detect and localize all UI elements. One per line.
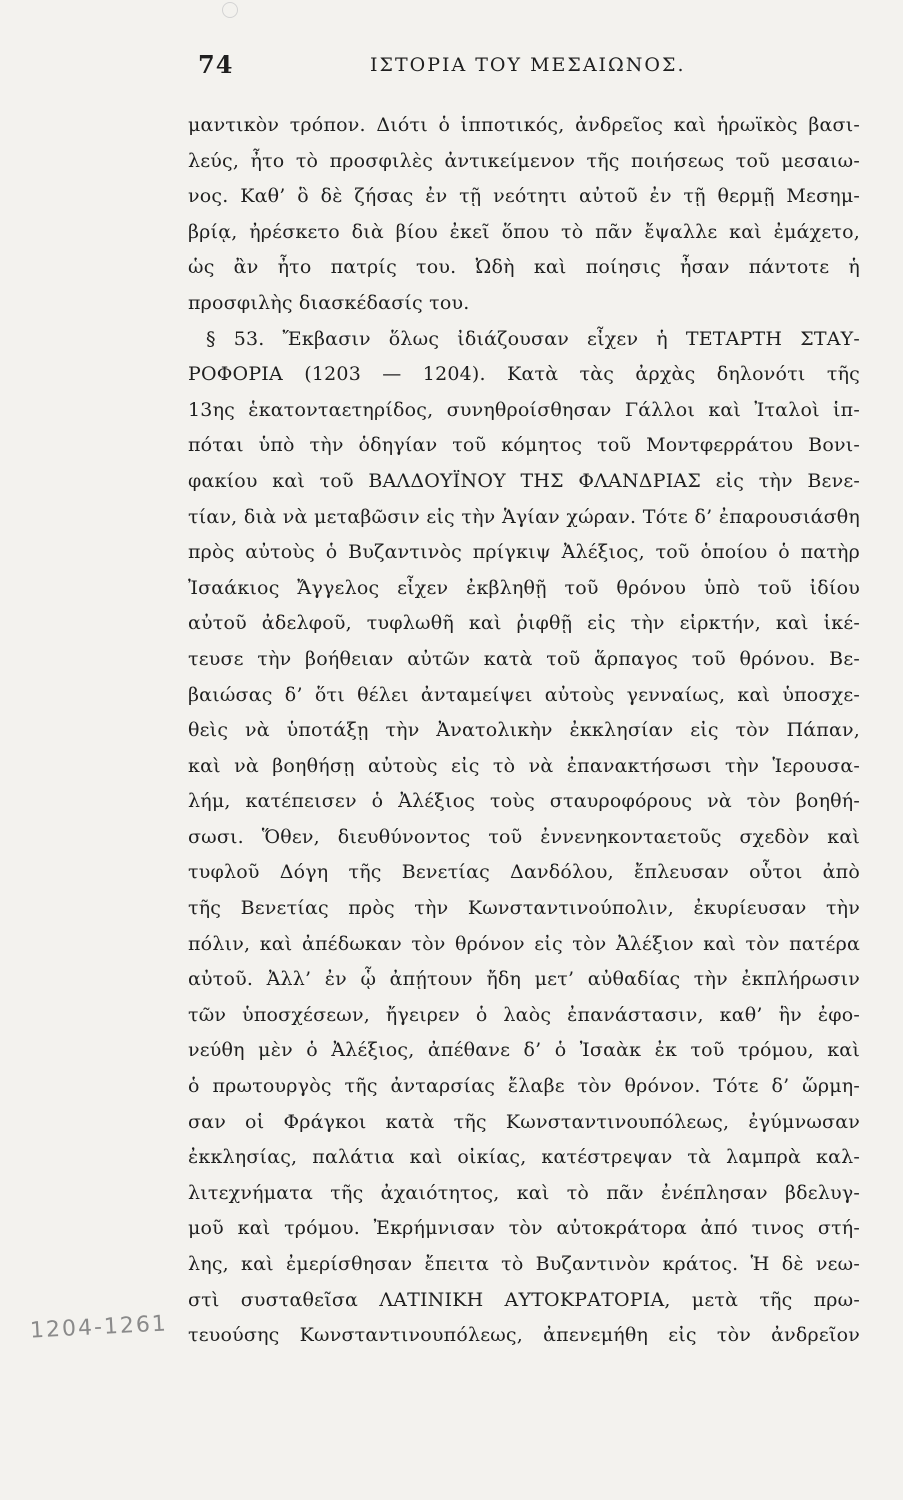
- running-head: ΙΣΤΟΡΙΑ ΤΟΥ ΜΕΣΑΙΩΝΟΣ.: [370, 54, 686, 76]
- text-line: αὐτοῦ ἀδελφοῦ, τυφλωθῆ καὶ ῥιφθῇ εἰς τὴν εἱρκτήν, καὶ ἱκέ-: [188, 612, 860, 635]
- text-line: σωσι. Ὅθεν, διευθύνοντος τοῦ ἐννενηκονταετοῦς σχεδὸν καὶ: [188, 825, 860, 848]
- text-line: τίαν, διὰ νὰ μεταβῶσιν εἰς τὴν Ἁγίαν χώραν. Τότε δ’ ἐπαρουσιάσθη: [188, 505, 860, 528]
- text-line: καὶ νὰ βοηθήσῃ αὐτοὺς εἰς τὸ νὰ ἐπανακτήσωσι τὴν Ἱερουσα-: [188, 754, 860, 777]
- handwritten-margin-note: 1204-1261: [29, 1311, 169, 1344]
- text-line: τῶν ὑποσχέσεων, ἤγειρεν ὁ λαὸς ἐπανάστασιν, καθ’ ἣν ἐφο-: [188, 1003, 860, 1026]
- text-line: στὶ συσταθεῖσα ΛΑΤΙΝΙΚΗ ΑΥΤΟΚΡΑΤΟΡΙΑ, μετὰ τῆς πρω-: [188, 1288, 860, 1311]
- text-line: προσφιλὴς διασκέδασίς του.: [188, 291, 470, 314]
- text-line: νεύθη μὲν ὁ Ἀλέξιος, ἀπέθανε δ’ ὁ Ἰσαὰκ ἐκ τοῦ τρόμου, καὶ: [188, 1039, 860, 1062]
- text-line: πόται ὑπὸ τὴν ὁδηγίαν τοῦ κόμητος τοῦ Μοντφερράτου Βονι-: [188, 434, 860, 457]
- text-line: νος. Καθ’ ὃ δὲ ζήσας ἐν τῇ νεότητι αὐτοῦ ἐν τῇ θερμῇ Μεσημ-: [188, 185, 860, 208]
- text-line: θεὶς νὰ ὑποτάξῃ τὴν Ἀνατολικὴν ἐκκλησίαν εἰς τὸν Πάπαν,: [188, 719, 860, 742]
- text-line: πρὸς αὐτοὺς ὁ Βυζαντινὸς πρίγκιψ Ἀλέξιος, τοῦ ὁποίου ὁ πατὴρ: [188, 541, 860, 564]
- text-line: μοῦ καὶ τρόμου. Ἐκρήμνισαν τὸν αὐτοκράτορα ἀπό τινος στή-: [188, 1217, 860, 1240]
- text-line: μαντικὸν τρόπον. Διότι ὁ ἱπποτικός, ἀνδρεῖος καὶ ἡρωϊκὸς βασι-: [188, 114, 860, 136]
- text-line: ἐκκλησίας, παλάτια καὶ οἰκίας, κατέστρεψαν τὰ λαμπρὰ καλ-: [188, 1146, 860, 1169]
- text-line: ὁ πρωτουργὸς τῆς ἀνταρσίας ἔλαβε τὸν θρόνον. Τότε δ’ ὥρμη-: [188, 1075, 860, 1098]
- text-line: πόλιν, καὶ ἀπέδωκαν τὸν θρόνον εἰς τὸν Ἀλέξιον καὶ τὸν πατέρα: [188, 932, 860, 955]
- text-line: σαν οἱ Φράγκοι κατὰ τῆς Κωνσταντινουπόλεως, ἐγύμνωσαν: [188, 1110, 860, 1133]
- page-header: [190, 50, 870, 90]
- section-heading-line: § 53. Ἔκβασιν ὅλως ἰδιάζουσαν εἶχεν ἡ ΤΕΤΑΡΤΗ ΣΤΑΥ-: [206, 327, 860, 350]
- text-line: 13ης ἑκατονταετηρίδος, συνηθροίσθησαν Γάλλοι καὶ Ἰταλοὶ ἱπ-: [188, 398, 860, 421]
- text-line: τευσε τὴν βοήθειαν αὐτῶν κατὰ τοῦ ἅρπαγος τοῦ θρόνου. Βε-: [188, 647, 860, 670]
- text-line: ΡΟΦΟΡΙΑ (1203 — 1204). Κατὰ τὰς ἀρχὰς δηλονότι τῆς: [188, 363, 860, 386]
- text-line: βαιώσας δ’ ὅτι θέλει ἀνταμείψει αὐτοὺς γενναίως, καὶ ὑποσχε-: [188, 683, 860, 706]
- text-line: αὐτοῦ. Ἀλλ’ ἐν ᾧ ἀπῄτουν ἤδη μετ’ αὐθαδίας τὴν ἐκπλήρωσιν: [188, 968, 860, 991]
- text-line: λης, καὶ ἐμερίσθησαν ἔπειτα τὸ Βυζαντινὸν κράτος. Ἡ δὲ νεω-: [188, 1253, 860, 1275]
- text-line: τευούσης Κωνσταντινουπόλεως, ἀπενεμήθη εἰς τὸν ἀνδρεῖον: [188, 1324, 860, 1347]
- page-number: 74: [198, 50, 234, 79]
- text-line: βρίᾳ, ἠρέσκετο διὰ βίου ἐκεῖ ὅπου τὸ πᾶν ἔψαλλε καὶ ἐμάχετο,: [188, 220, 860, 243]
- text-line: λιτεχνήματα τῆς ἀχαιότητος, καὶ τὸ πᾶν ἐνέπλησαν βδελυγ-: [188, 1181, 860, 1204]
- body-text: [188, 108, 860, 1354]
- text-line: Ἰσαάκιος Ἄγγελος εἶχεν ἐκβληθῇ τοῦ θρόνου ὑπὸ τοῦ ἰδίου: [188, 576, 860, 599]
- text-line: λήμ, κατέπεισεν ὁ Ἀλέξιος τοὺς σταυροφόρους νὰ τὸν βοηθή-: [188, 790, 860, 813]
- text-line: φακίου καὶ τοῦ ΒΑΛΔΟΥΪΝΟΥ ΤΗΣ ΦΛΑΝΔΡΙΑΣ εἰς τὴν Βενε-: [188, 469, 860, 492]
- text-line: ὡς ἂν ἦτο πατρίς του. Ὠδὴ καὶ ποίησις ἦσαν πάντοτε ἡ: [188, 256, 860, 279]
- paper-speck: [222, 2, 238, 18]
- text-line: λεύς, ἦτο τὸ προσφιλὲς ἀντικείμενον τῆς ποιήσεως τοῦ μεσαιω-: [188, 149, 860, 172]
- text-line: τυφλοῦ Δόγη τῆς Βενετίας Δανδόλου, ἔπλευσαν οὗτοι ἀπὸ: [188, 861, 860, 884]
- text-line: τῆς Βενετίας πρὸς τὴν Κωνσταντινούπολιν, ἐκυρίευσαν τὴν: [188, 897, 860, 920]
